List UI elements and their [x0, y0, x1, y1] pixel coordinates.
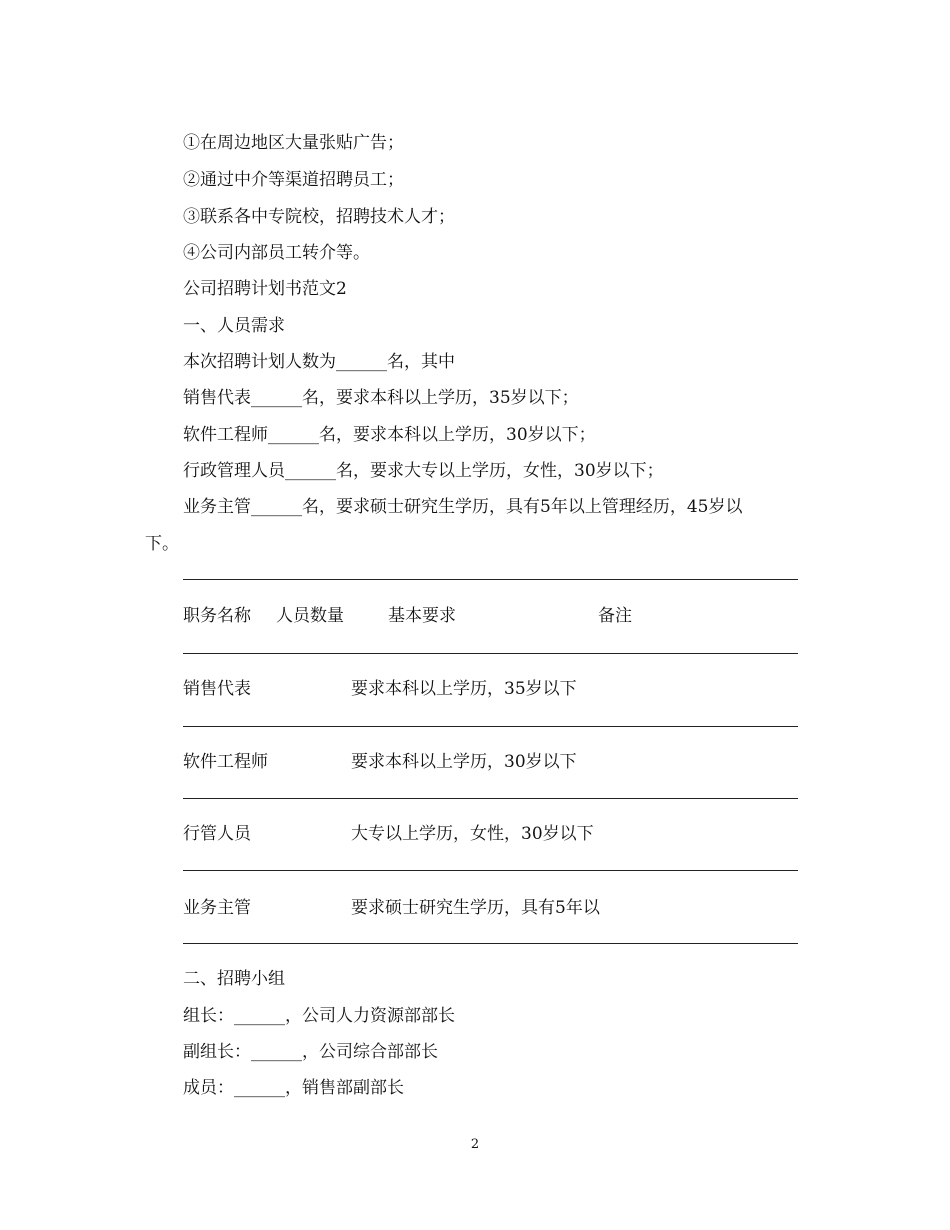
- table-rule: [183, 870, 798, 871]
- requirement-software-engineer: 软件工程师______名，要求本科以上学历，30岁以下；: [183, 425, 596, 445]
- requirement-business-supervisor-cont: 下。: [145, 534, 179, 554]
- table-header-position: 职务名称: [183, 606, 251, 626]
- method-item-2: ②通过中介等渠道招聘员工；: [183, 170, 404, 190]
- section-1-heading: 一、人员需求: [183, 316, 285, 336]
- table-row-position: 业务主管: [183, 898, 251, 918]
- method-item-4: ④公司内部员工转介等。: [183, 243, 370, 263]
- table-rule: [183, 579, 798, 580]
- table-row-requirement: 大专以上学历，女性，30岁以下: [351, 824, 594, 844]
- method-item-1: ①在周边地区大量张贴广告；: [183, 133, 404, 153]
- document-title: 公司招聘计划书范文2: [183, 279, 347, 299]
- page-number: 2: [470, 1137, 480, 1152]
- team-member: 成员：______，销售部副部长: [183, 1078, 404, 1098]
- table-rule: [183, 653, 798, 654]
- table-row-position: 软件工程师: [183, 752, 268, 772]
- table-row-requirement: 要求本科以上学历，30岁以下: [351, 752, 577, 772]
- table-row-position: 销售代表: [183, 679, 251, 699]
- hiring-count-intro: 本次招聘计划人数为______名，其中: [183, 352, 455, 372]
- table-row-requirement: 要求硕士研究生学历，具有5年以: [351, 898, 600, 918]
- table-rule: [183, 726, 798, 727]
- table-row-requirement: 要求本科以上学历，35岁以下: [351, 679, 577, 699]
- table-header-notes: 备注: [598, 606, 632, 626]
- team-leader: 组长：______，公司人力资源部部长: [183, 1006, 455, 1026]
- table-row-position: 行管人员: [183, 824, 251, 844]
- section-2-heading: 二、招聘小组: [183, 969, 285, 989]
- table-rule: [183, 798, 798, 799]
- requirement-admin: 行政管理人员______名，要求大专以上学历，女性，30岁以下；: [183, 461, 664, 481]
- requirement-sales: 销售代表______名，要求本科以上学历，35岁以下；: [183, 388, 579, 408]
- method-item-3: ③联系各中专院校，招聘技术人才；: [183, 207, 455, 227]
- team-deputy-leader: 副组长：______，公司综合部部长: [183, 1042, 438, 1062]
- requirement-business-supervisor: 业务主管______名，要求硕士研究生学历，具有5年以上管理经历，45岁以: [183, 497, 743, 517]
- table-header-requirement: 基本要求: [388, 606, 456, 626]
- table-header-count: 人员数量: [276, 606, 344, 626]
- table-rule: [183, 943, 798, 944]
